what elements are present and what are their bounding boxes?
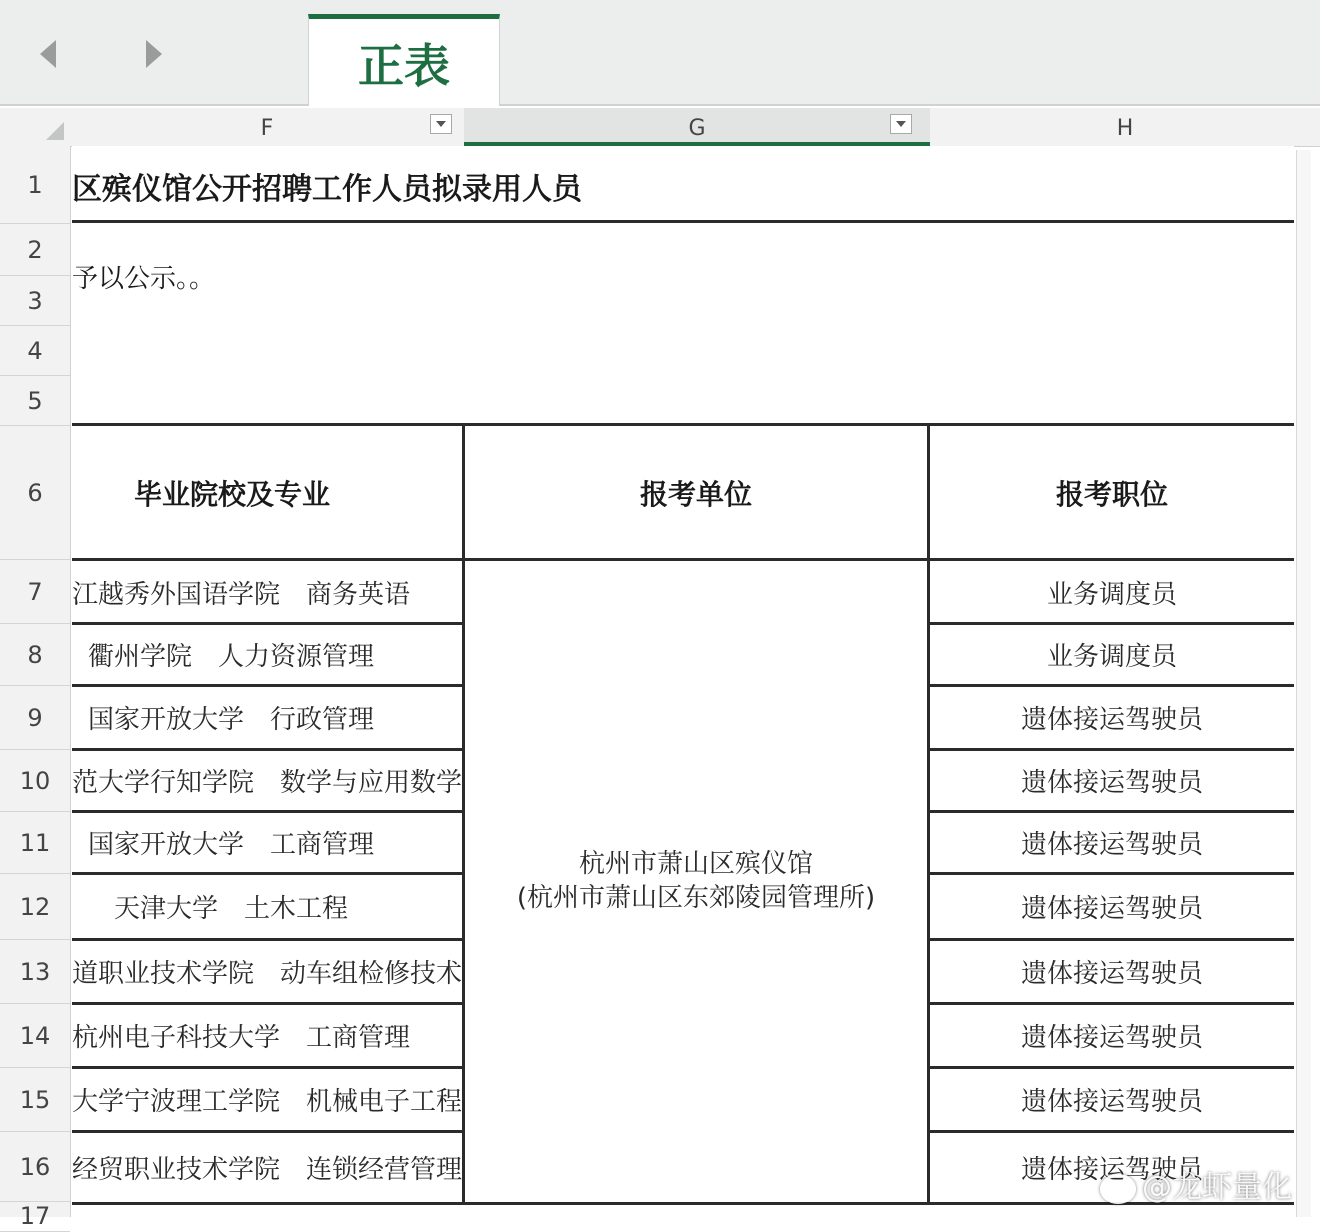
filter-dropdown-icon[interactable] <box>430 114 452 134</box>
row-header[interactable]: 15 <box>0 1068 70 1132</box>
sheet-title: 区殡仪馆公开招聘工作人员拟录用人员 <box>72 172 582 207</box>
header-school: 毕业院校及专业 <box>133 478 330 511</box>
notice-text: 予以公示。。 <box>72 264 216 294</box>
select-all-corner[interactable] <box>0 108 71 147</box>
row-header[interactable]: 9 <box>0 686 70 750</box>
header-unit: 报考单位 <box>639 478 752 511</box>
cell-border <box>72 220 1294 223</box>
column-letter: H <box>1116 116 1134 141</box>
spreadsheet-grid[interactable] <box>72 146 1294 1217</box>
position-cell[interactable]: 遗体接运驾驶员 <box>1020 830 1203 860</box>
column-header-G[interactable] <box>464 108 930 146</box>
row-header[interactable]: 3 <box>0 276 70 326</box>
column-header-F[interactable] <box>70 108 464 146</box>
row-header[interactable]: 1 <box>0 146 70 224</box>
weibo-logo-icon <box>1100 1174 1136 1204</box>
select-all-icon <box>46 122 64 140</box>
sheet-tab-active[interactable]: 正表 <box>308 14 500 106</box>
unit-alias: (杭州市萧山区东郊陵园管理所) <box>516 883 876 913</box>
position-cell[interactable]: 遗体接运驾驶员 <box>1020 959 1203 989</box>
row-header[interactable]: 14 <box>0 1004 70 1068</box>
school-cell[interactable]: 国家开放大学 行政管理 <box>88 705 375 735</box>
school-cell[interactable]: 经贸职业技术学院 连锁经营管理 <box>72 1155 462 1185</box>
row-header[interactable]: 7 <box>0 560 70 624</box>
row-header[interactable]: 17 <box>0 1202 70 1232</box>
vertical-scrollbar[interactable] <box>1296 150 1311 1217</box>
row-header-column <box>0 146 71 1230</box>
row-header[interactable]: 10 <box>0 750 70 812</box>
column-header-H[interactable] <box>930 108 1320 146</box>
school-cell[interactable]: 衢州学院 人力资源管理 <box>88 642 375 672</box>
row-header[interactable]: 6 <box>0 426 70 560</box>
row-header[interactable]: 5 <box>0 376 70 426</box>
position-cell[interactable]: 遗体接运驾驶员 <box>1020 1023 1203 1053</box>
header-position: 报考职位 <box>1055 478 1168 511</box>
filter-dropdown-icon[interactable] <box>890 114 912 134</box>
position-cell[interactable]: 遗体接运驾驶员 <box>1020 705 1203 735</box>
watermark-text: @龙虾量化 <box>1142 1170 1292 1205</box>
column-letter: F <box>260 116 274 141</box>
school-cell[interactable]: 道职业技术学院 动车组检修技术 <box>72 959 462 989</box>
school-cell[interactable]: 江越秀外国语学院 商务英语 <box>72 579 411 610</box>
row-header[interactable]: 16 <box>0 1132 70 1202</box>
position-cell[interactable]: 业务调度员 <box>1046 642 1177 672</box>
school-cell[interactable]: 范大学行知学院 数学与应用数学 <box>72 768 462 798</box>
row-header[interactable]: 13 <box>0 940 70 1004</box>
school-cell[interactable]: 大学宁波理工学院 机械电子工程 <box>72 1087 462 1117</box>
watermark <box>1100 1162 1292 1206</box>
school-cell[interactable]: 国家开放大学 工商管理 <box>88 830 375 860</box>
position-cell[interactable]: 遗体接运驾驶员 <box>1020 1155 1203 1185</box>
position-cell[interactable]: 遗体接运驾驶员 <box>1020 1087 1203 1117</box>
row-header[interactable]: 2 <box>0 224 70 276</box>
position-cell[interactable]: 遗体接运驾驶员 <box>1020 768 1203 798</box>
sheet-tab-bar <box>0 0 1320 106</box>
unit-name: 杭州市萧山区殡仪馆 <box>578 849 813 879</box>
row-header[interactable]: 8 <box>0 624 70 686</box>
row-header[interactable]: 11 <box>0 812 70 874</box>
scroll-tabs-right-icon[interactable] <box>146 40 162 68</box>
position-cell[interactable]: 遗体接运驾驶员 <box>1020 894 1203 924</box>
position-cell[interactable]: 业务调度员 <box>1046 579 1177 610</box>
unit-merged-cell[interactable] <box>464 560 928 1202</box>
row-header[interactable]: 4 <box>0 326 70 376</box>
column-header-bar <box>70 108 1320 147</box>
school-cell[interactable]: 天津大学 土木工程 <box>114 894 349 924</box>
column-letter: G <box>688 116 706 141</box>
row-header[interactable]: 12 <box>0 874 70 940</box>
scroll-tabs-left-icon[interactable] <box>40 40 56 68</box>
school-cell[interactable]: 杭州电子科技大学 工商管理 <box>72 1023 411 1053</box>
